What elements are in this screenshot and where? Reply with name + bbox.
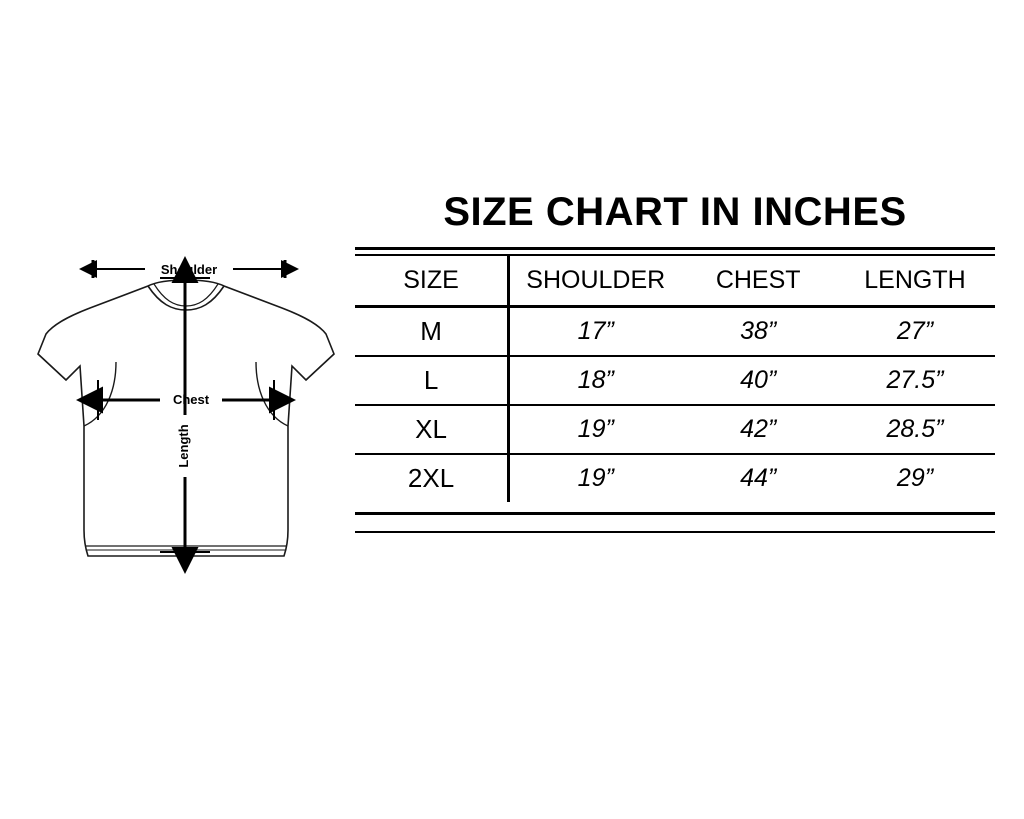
cell-chest: 38” — [681, 307, 835, 357]
cell-shoulder: 18” — [509, 356, 682, 405]
bottom-divider-1 — [355, 512, 995, 515]
cell-length: 28.5” — [835, 405, 995, 454]
length-label: Length — [176, 424, 191, 468]
column-header-length: LENGTH — [835, 256, 995, 307]
column-header-shoulder: SHOULDER — [509, 256, 682, 307]
cell-size: M — [355, 307, 509, 357]
column-header-size: SIZE — [355, 256, 509, 307]
size-chart-table — [355, 256, 995, 502]
cell-length: 29” — [896, 464, 934, 492]
shoulder-label: Shoulder — [160, 262, 218, 277]
table-row — [355, 454, 995, 502]
cell-size: 2XL — [355, 454, 509, 502]
size-chart-panel — [355, 190, 995, 549]
chest-label: Chest — [172, 392, 210, 407]
table-row — [355, 356, 995, 405]
table-header-row — [355, 256, 995, 307]
cell-chest: 40” — [681, 356, 835, 405]
cell-length: 27.5” — [835, 356, 995, 405]
cell-shoulder: 17” — [509, 307, 682, 357]
table-row — [355, 307, 995, 357]
chart-title: SIZE CHART IN INCHES — [443, 190, 907, 234]
t-shirt-measurement-diagram — [20, 230, 350, 590]
cell-length: 27” — [835, 307, 995, 357]
bottom-divider-2 — [355, 531, 995, 533]
cell-size: L — [355, 356, 509, 405]
cell-chest: 44” — [740, 464, 777, 492]
bottom-dividers — [355, 512, 995, 533]
cell-chest: 42” — [681, 405, 835, 454]
column-header-chest: CHEST — [681, 256, 835, 307]
cell-shoulder: 19” — [509, 405, 682, 454]
cell-shoulder: 19” — [577, 464, 614, 492]
cell-size: XL — [355, 405, 509, 454]
shoulder-dimension — [93, 259, 285, 279]
table-row — [355, 405, 995, 454]
